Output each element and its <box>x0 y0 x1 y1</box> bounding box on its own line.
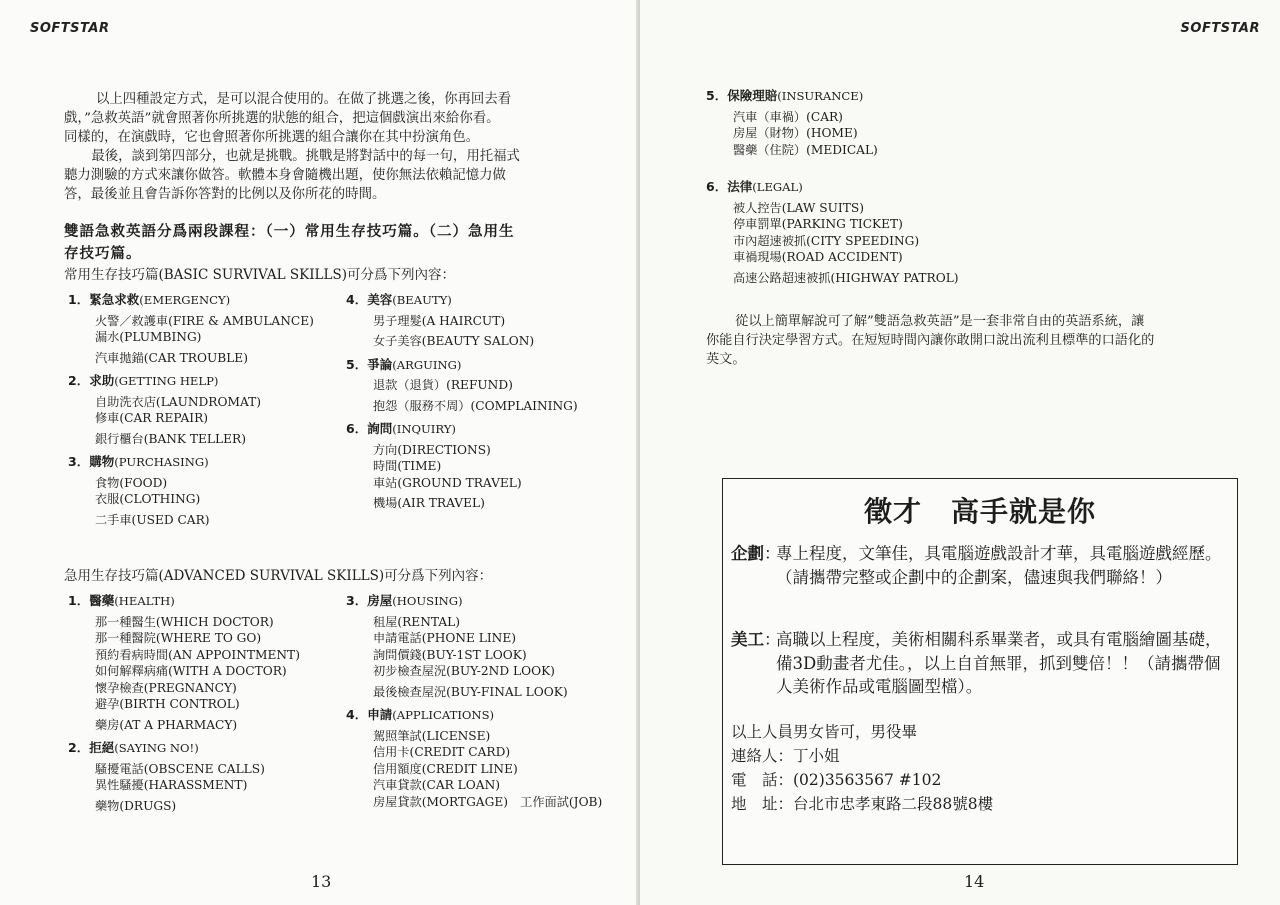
contact-address: 地 址：台北市忠孝東路二段88號8樓 <box>731 795 994 813</box>
topic-name: 爭論 <box>367 356 393 372</box>
text-line: 你能自行決定學習方式。在短短時間內讓你敢開口說出流利且標準的口語化的 <box>706 333 1155 348</box>
topic-item: 租屋(RENTAL) <box>373 614 460 629</box>
topic-number: 3． <box>68 454 90 469</box>
topic-name: 緊急求救 <box>89 292 140 307</box>
topic-item: 初步檢查屋況(BUY-2ND LOOK) <box>373 664 555 678</box>
topic-title <box>346 421 636 438</box>
topic-number: 1． <box>68 292 90 307</box>
legal-section <box>706 179 1026 286</box>
topic-english: (BEAUTY) <box>392 293 452 307</box>
topic-item: 車禍現場(ROAD ACCIDENT) <box>733 250 903 264</box>
text-line: 最後，談到第四部分，也就是挑戰。挑戰是將對話中的每一句，用托福式 <box>78 149 520 164</box>
topic-item: 避孕(BIRTH CONTROL) <box>95 697 240 711</box>
topic-item: 懷孕檢查(PREGNANCY) <box>95 680 237 695</box>
topic-english: (GETTING HELP) <box>114 374 219 388</box>
topic-number: 2． <box>68 373 90 388</box>
text-line: 英文。 <box>706 352 746 367</box>
heading-line: 雙語急救英語分爲兩段課程：（一）常用生存技巧篇。（二）急用生 <box>64 223 515 240</box>
basic-right-column <box>346 292 636 512</box>
topic-item: 藥房(AT A PHARMACY) <box>95 717 238 732</box>
topic-block <box>706 179 1026 286</box>
topic-item: 汽車拋錨(CAR TROUBLE) <box>95 350 248 365</box>
topic-title <box>68 454 338 471</box>
topic-title <box>346 357 636 374</box>
topic-title <box>346 707 636 724</box>
topic-title <box>68 740 338 757</box>
topic-item: 藥物(DRUGS) <box>95 798 177 813</box>
topic-item: 駕照筆試(LICENSE) <box>373 728 491 743</box>
planning-requirement <box>731 542 1227 589</box>
topic-item: 機場(AIR TRAVEL) <box>373 496 485 510</box>
topic-item: 那一種醫生(WHICH DOCTOR) <box>95 614 274 629</box>
advanced-skills-title: 急用生存技巧篇(ADVANCED SURVIVAL SKILLS)可分爲下列內容： <box>64 568 493 584</box>
topic-english: (APPLICATIONS) <box>392 708 495 722</box>
topic-number: 4． <box>346 707 368 722</box>
topic-name: 保險理賠 <box>727 88 778 103</box>
topic-item: 男子理髮(A HAIRCUT) <box>373 313 506 328</box>
topic-item: 停車罰單(PARKING TICKET) <box>733 217 903 231</box>
topic-item: 那一種醫院(WHERE TO GO) <box>95 631 262 645</box>
topic-number: 5． <box>346 356 368 372</box>
topic-item: 女子美容(BEAUTY SALON) <box>373 334 535 348</box>
advanced-left-column <box>68 593 338 814</box>
topic-english: (ARGUING) <box>392 357 462 372</box>
topic-block <box>346 357 636 415</box>
topic-block <box>68 292 338 366</box>
topic-block <box>346 593 636 700</box>
topic-title <box>68 373 338 390</box>
topic-block <box>346 421 636 512</box>
topic-item: 如何解釋病痛(WITH A DOCTOR) <box>95 664 287 678</box>
basic-skills-title: 常用生存技巧篇(BASIC SURVIVAL SKILLS)可分爲下列內容： <box>64 267 455 283</box>
topic-name: 求助 <box>89 373 115 388</box>
recruitment-ad-box <box>722 478 1238 865</box>
topic-item: 食物(FOOD) <box>95 475 168 490</box>
contact-person: 連絡人：丁小姐 <box>731 747 840 765</box>
topic-number: 2． <box>68 740 90 755</box>
topic-item: 車站(GROUND TRAVEL) <box>373 475 522 490</box>
topic-number: 4． <box>346 292 368 307</box>
topic-block <box>68 373 338 447</box>
colon: ： <box>764 544 781 563</box>
closing-paragraph <box>706 312 1246 369</box>
text-line: 同樣的，在演戲時，它也會照著你所挑選的組合讓你在其中扮演角色。 <box>64 130 480 145</box>
topic-english: (HEALTH) <box>114 594 175 608</box>
topic-block <box>68 740 338 814</box>
topic-english: (EMERGENCY) <box>139 293 231 307</box>
topic-name: 購物 <box>89 454 115 469</box>
topic-item: 方向(DIRECTIONS) <box>373 442 491 457</box>
topic-item: 時間(TIME) <box>373 459 442 473</box>
topic-item: 詢問價錢(BUY-1ST LOOK) <box>373 647 527 662</box>
text-line: 聽力測驗的方式來讓你做答。軟體本身會隨機出題，使你無法依賴記憶力做 <box>64 168 506 183</box>
topic-number: 5． <box>706 88 728 103</box>
topic-title <box>68 593 338 610</box>
text-line: 戲，”急救英語”就會照著你所挑選的狀態的組合，把這個戲演出來給你看。 <box>64 111 500 126</box>
topic-english: (INSURANCE) <box>777 89 864 103</box>
topic-item: 房屋貸款(MORTGAGE) 工作面試(JOB) <box>373 794 603 809</box>
topic-english: (SAYING NO!) <box>114 741 199 755</box>
topic-item: 市內超速被抓(CITY SPEEDING) <box>733 233 920 248</box>
brand-logo-right: SOFTSTAR <box>1180 21 1260 36</box>
topic-item: 銀行櫃台(BANK TELLER) <box>95 431 246 446</box>
heading-line: 存技巧篇。 <box>64 245 142 262</box>
topic-item: 汽車貸款(CAR LOAN) <box>373 778 500 792</box>
topic-english: (LEGAL) <box>752 180 803 194</box>
topic-block <box>346 292 636 350</box>
planning-label: 企劃 <box>731 544 764 563</box>
topic-item: 信用額度(CREDIT LINE) <box>373 761 518 776</box>
advanced-right-column <box>346 593 636 810</box>
page-number-14: 14 <box>964 872 985 891</box>
topic-item: 自助洗衣店(LAUNDROMAT) <box>95 394 261 409</box>
text-line: 以上四種設定方式，是可以混合使用的。在做了挑選之後，你再回去看 <box>96 92 512 107</box>
topic-title <box>706 179 1026 196</box>
planning-text: 專上程度，文筆佳，具電腦遊戲設計才華，具電腦遊戲經歷。（請攜帶完整或企劃中的企劃案，儘速與我們聯絡！） <box>776 544 1222 587</box>
eligibility-note: 以上人員男女皆可，男役畢 <box>731 723 918 741</box>
topic-english: (INQUIRY) <box>392 422 456 436</box>
topic-item: 醫藥（住院）(MEDICAL) <box>733 142 878 157</box>
topic-name: 美容 <box>367 292 393 307</box>
text-line: 答，最後並且會告訴你答對的比例以及你所花的時間。 <box>64 187 386 202</box>
art-label: 美工 <box>731 630 764 649</box>
topic-item: 申請電話(PHONE LINE) <box>373 631 516 645</box>
intro-paragraph <box>64 90 594 204</box>
topic-item: 騷擾電話(OBSCENE CALLS) <box>95 761 265 776</box>
topic-title <box>706 88 1026 105</box>
topic-block <box>68 454 338 528</box>
topic-name: 房屋 <box>367 593 393 608</box>
art-text: 高職以上程度，美術相關科系畢業者，或具有電腦繪圖基礎，備3D動畫者尤佳。，以上自首無罪，抓到雙倍！！（請攜帶個人美術作品或電腦圖型檔）。 <box>776 630 1222 696</box>
topic-name: 法律 <box>727 179 753 194</box>
topic-english: (PURCHASING) <box>114 455 209 469</box>
topic-item: 被人控告(LAW SUITS) <box>733 200 864 215</box>
topic-number: 6． <box>706 179 728 194</box>
topic-name: 申請 <box>367 707 393 722</box>
insurance-section <box>706 88 1026 158</box>
topic-item: 火警／救護車(FIRE & AMBULANCE) <box>95 313 314 328</box>
colon: ： <box>764 630 781 649</box>
course-heading <box>64 221 604 265</box>
basic-left-column <box>68 292 338 528</box>
topic-item: 修車(CAR REPAIR) <box>95 411 209 425</box>
topic-item: 抱怨（服務不周）(COMPLAINING) <box>373 398 578 413</box>
topic-name: 詢問 <box>367 421 393 436</box>
topic-item: 漏水(PLUMBING) <box>95 330 202 344</box>
topic-item: 信用卡(CREDIT CARD) <box>373 745 511 759</box>
contact-phone: 電 話：(02)3563567 #102 <box>731 771 942 789</box>
topic-block <box>706 88 1026 158</box>
topic-item: 衣服(CLOTHING) <box>95 492 201 506</box>
topic-item: 退款（退貨）(REFUND) <box>373 378 513 392</box>
topic-item: 異性騷擾(HARASSMENT) <box>95 778 248 792</box>
topic-number: 1． <box>68 593 90 608</box>
topic-title <box>68 292 338 309</box>
topic-item: 房屋（財物）(HOME) <box>733 126 858 140</box>
topic-number: 3． <box>346 593 368 608</box>
topic-item: 高速公路超速被抓(HIGHWAY PATROL) <box>733 270 959 285</box>
topic-number: 6． <box>346 421 368 436</box>
brand-logo-left: SOFTSTAR <box>30 21 110 36</box>
page-number-13: 13 <box>311 872 332 891</box>
topic-item: 預約看病時間(AN APPOINTMENT) <box>95 647 300 662</box>
topic-block <box>346 707 636 810</box>
art-requirement <box>731 628 1227 699</box>
topic-item: 汽車（車禍）(CAR) <box>733 109 843 124</box>
topic-english: (HOUSING) <box>392 594 463 608</box>
topic-block <box>68 593 338 733</box>
topic-item: 最後檢查屋況(BUY-FINAL LOOK) <box>373 684 568 699</box>
text-line: 從以上簡單解說可了解”雙語急救英語”是一套非常自由的英語系統，讓 <box>722 314 1145 329</box>
topic-name: 醫藥 <box>89 593 115 608</box>
topic-title <box>346 292 636 309</box>
topic-title <box>346 593 636 610</box>
ad-title: 徵才 高手就是你 <box>863 495 1096 528</box>
topic-name: 拒絕 <box>89 740 115 755</box>
topic-item: 二手車(USED CAR) <box>95 512 210 527</box>
